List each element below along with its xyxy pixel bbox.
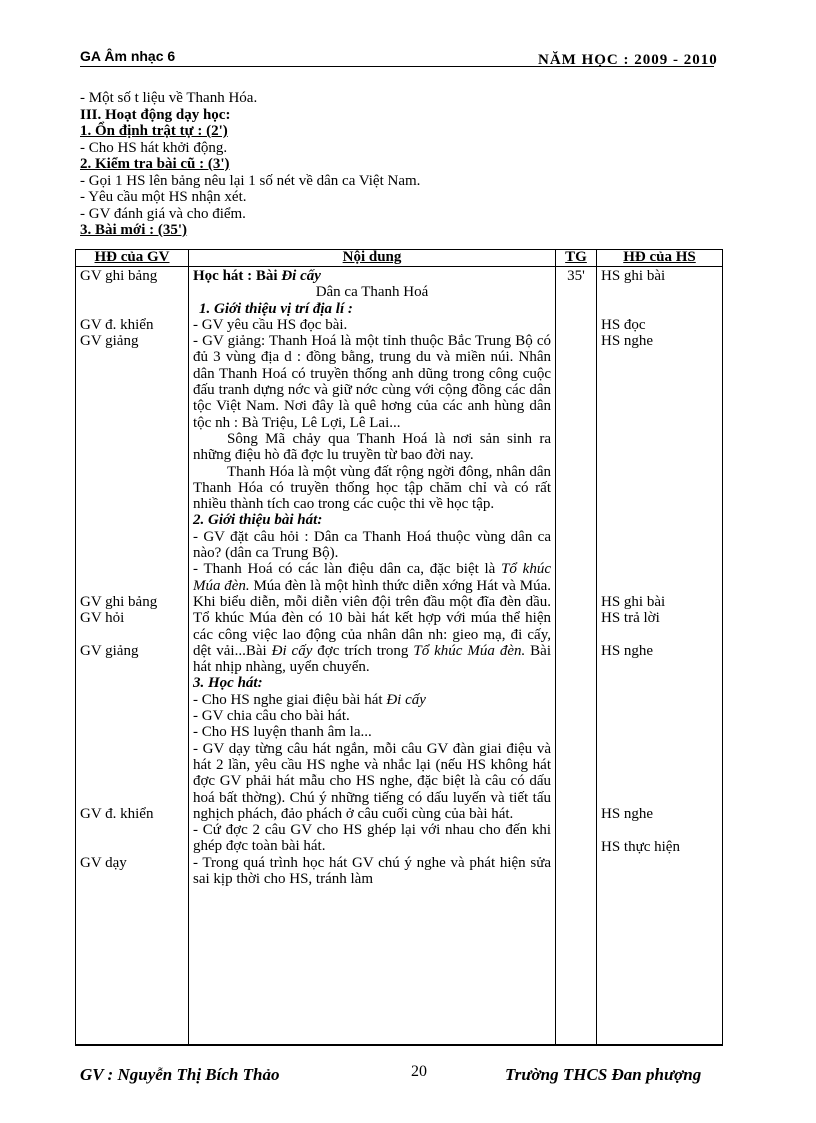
teacher-activity: GV hỏi: [80, 610, 125, 627]
col-header-teacher: HĐ của GV: [76, 250, 189, 267]
teacher-activity: GV giảng: [80, 333, 139, 350]
student-activity: HS thực hiện: [601, 838, 680, 855]
para-song-ma: Sông Mã chảy qua Thanh Hoá là nơi sản sinh ra những điệu hò đã đợc lu truyền từ bao đời nay.: [193, 430, 551, 464]
table-header-row: [76, 250, 723, 267]
para-mua-den: - Thanh Hoá có các làn điệu dân ca, đặc biệt là Tổ khúc Múa đèn. Múa đèn là một hình thức diễn xớng Hát và Múa. Khi biểu diễn, mỗi diễn viên đội trên đầu một đĩa đèn dầu. Tổ khúc Múa đèn có 10 bài hát kết hợp với múa thể hiện các công việc lao động của nhân dân nh: gieo mạ, đi cấy, dệt vải...Bài Đi cấy đợc trích trong Tổ khúc Múa đèn. Bài hát nhịp nhàng, uyển chuyển.: [193, 561, 551, 676]
lesson-title: Học hát : Bài: [193, 268, 282, 284]
intro-line: - Một số t liệu về Thanh Hóa.: [80, 90, 258, 106]
song-title: Đi cấy: [281, 268, 321, 284]
para-read: - GV yêu cầu HS đọc bài.: [193, 316, 348, 333]
footer-school: Trường THCS Đan phượng: [505, 1065, 702, 1084]
page-number: 20: [411, 1063, 427, 1080]
teacher-activity: GV đ. khiển: [80, 316, 154, 333]
intro-line: 2. Kiểm tra bài cũ : (3'): [80, 156, 230, 172]
student-activity-cell: [597, 267, 723, 1046]
header-subject: GA Âm nhạc 6: [80, 48, 176, 64]
para-geo: - GV giảng: Thanh Hoá là một tỉnh thuộc Bắc Trung Bộ có đủ 3 vùng địa d : đồng bằng, trung du và miền núi. Nhân dân Thanh Hoá có truyền thống anh dũng trong công cuộc đấu tranh dựng nớc và giữ nớc cùng với cộng đồng các dân tộc Việt Nam. Nơi đây là quê hơng của các anh hùng dân tộc nh : Bà Triệu, Lê Lợi, Lê Lai...: [193, 333, 551, 431]
para-divide: - GV chia câu cho bài hát.: [193, 708, 350, 725]
header-divider: [80, 66, 714, 67]
para-listen: - Cho HS nghe giai điệu bài hát Đi cấy: [193, 691, 426, 708]
teacher-activity: GV ghi bảng: [80, 268, 158, 284]
intro-line: 3. Bài mới : (35'): [80, 222, 188, 238]
intro-line: III. Hoạt động dạy học:: [80, 106, 231, 123]
para-combine: - Cứ đợc 2 câu GV cho HS ghép lại với nhau cho đến khi ghép đợc toàn bài hát.: [193, 822, 551, 855]
song-origin: Dân ca Thanh Hoá: [315, 284, 429, 301]
intro-line: - Yêu cầu một HS nhận xét.: [80, 189, 247, 205]
para-teach: - GV dạy từng câu hát ngắn, mỗi câu GV đàn giai điệu và hát 2 lần, yêu cầu HS nghe và nhắc lại (nếu HS không hát đợc GV phải hát mẫu cho HS nghe, đặc biệt là câu có dấu hoá bất thờng). Chú ý những tiếng có dấu luyến và tiết tấu nghịch phách, đảo phách ở câu cuối cùng của bài hát.: [193, 740, 551, 822]
intro-line: - Gọi 1 HS lên bảng nêu lại 1 số nét về dân ca Việt Nam.: [80, 172, 421, 189]
intro-line: - GV đánh giá và cho điểm.: [80, 205, 246, 222]
section-1-heading: 1. Giới thiệu vị trí địa lí :: [199, 300, 353, 317]
student-activity: HS đọc: [601, 316, 646, 333]
para-thanh-hoa-people: Thanh Hóa là một vùng đất rộng ngời đông, nhân dân Thanh Hóa có truyền thống học tập chăm chỉ và có rất nhiều thành tích cao trong các cuộc thi về học tập.: [193, 463, 551, 513]
section-3-heading: 3. Học hát:: [193, 675, 263, 692]
footer-teacher: GV : Nguyễn Thị Bích Thảo: [80, 1065, 280, 1084]
student-activity: HS ghi bài: [601, 268, 666, 284]
student-activity: HS nghe: [601, 642, 654, 659]
teacher-activity-cell: [76, 267, 189, 1046]
student-activity: HS nghe: [601, 333, 654, 350]
col-header-content: Nội dung: [189, 250, 556, 267]
col-header-student: HĐ của HS: [597, 250, 723, 267]
student-activity: HS ghi bài: [601, 594, 666, 610]
para-correct: - Trong quá trình học hát GV chú ý nghe và phát hiện sửa sai kịp thời cho HS, tránh làm: [193, 854, 551, 887]
teacher-activity: GV đ. khiển: [80, 805, 154, 822]
intro-section: [80, 90, 720, 239]
col-header-time: TG: [556, 250, 597, 267]
content-cell: [189, 267, 556, 1046]
student-activity: HS trả lời: [601, 610, 660, 627]
teacher-activity: GV dạy: [80, 854, 127, 871]
table-body-row: [76, 267, 723, 1046]
section-2-heading: 2. Giới thiệu bài hát:: [193, 512, 323, 529]
time-cell: 35': [556, 267, 597, 1046]
student-activity: HS nghe: [601, 805, 654, 822]
teacher-activity: GV giảng: [80, 642, 139, 659]
header-school-year: NĂM HỌC : 2009 - 2010: [538, 52, 718, 68]
para-question: - GV đặt câu hỏi : Dân ca Thanh Hoá thuộc vùng dân ca nào? (dân ca Trung Bộ).: [193, 528, 551, 562]
lesson-table: [75, 249, 723, 1046]
intro-line: 1. Ổn định trật tự : (2'): [80, 123, 228, 139]
intro-line: - Cho HS hát khởi động.: [80, 139, 228, 156]
teacher-activity: GV ghi bảng: [80, 594, 158, 610]
para-warmup: - Cho HS luyện thanh âm la...: [193, 724, 372, 741]
